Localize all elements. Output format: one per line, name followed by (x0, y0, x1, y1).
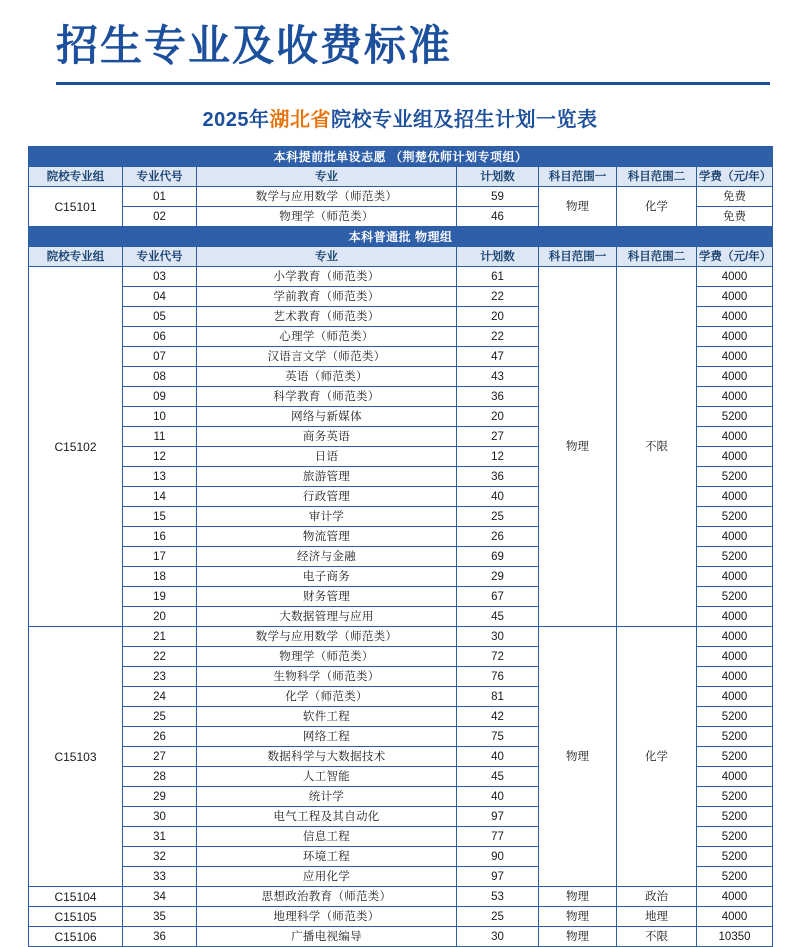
table-row (29, 187, 773, 207)
cell-subject-two: 化学 (617, 627, 697, 887)
cell-tuition-fee: 5200 (697, 747, 773, 767)
cell-plan-count: 97 (457, 867, 539, 887)
column-header-3: 计划数 (457, 167, 539, 187)
table-row (29, 267, 773, 287)
cell-plan-count: 36 (457, 467, 539, 487)
cell-major-code: 03 (123, 267, 197, 287)
cell-major-code: 06 (123, 327, 197, 347)
cell-plan-count: 45 (457, 767, 539, 787)
page-title: 招生专业及收费标准 (56, 22, 453, 69)
cell-major-name: 小学教育（师范类） (197, 267, 457, 287)
cell-plan-count: 69 (457, 547, 539, 567)
cell-tuition-fee: 5200 (697, 787, 773, 807)
cell-plan-count: 77 (457, 827, 539, 847)
cell-major-code: 05 (123, 307, 197, 327)
cell-major-code: 25 (123, 707, 197, 727)
cell-major-code: 04 (123, 287, 197, 307)
table-header-row (29, 247, 773, 267)
cell-group-code: C15103 (29, 627, 123, 887)
cell-major-code: 13 (123, 467, 197, 487)
cell-tuition-fee: 5200 (697, 467, 773, 487)
section-band-advance-label: 本科提前批单设志愿 （荆楚优师计划专项组） (29, 147, 773, 167)
column-header-4: 科目范围一 (539, 167, 617, 187)
cell-major-name: 应用化学 (197, 867, 457, 887)
cell-tuition-fee: 5200 (697, 407, 773, 427)
cell-major-code: 24 (123, 687, 197, 707)
cell-tuition-fee: 5200 (697, 507, 773, 527)
cell-group-code: C15101 (29, 187, 123, 227)
cell-major-name: 统计学 (197, 787, 457, 807)
cell-plan-count: 97 (457, 807, 539, 827)
cell-major-name: 财务管理 (197, 587, 457, 607)
cell-plan-count: 30 (457, 927, 539, 947)
cell-major-code: 23 (123, 667, 197, 687)
cell-major-name: 大数据管理与应用 (197, 607, 457, 627)
cell-tuition-fee: 4000 (697, 427, 773, 447)
cell-tuition-fee: 5200 (697, 707, 773, 727)
cell-major-name: 软件工程 (197, 707, 457, 727)
cell-tuition-fee: 5200 (697, 807, 773, 827)
cell-major-code: 01 (123, 187, 197, 207)
cell-plan-count: 43 (457, 367, 539, 387)
cell-plan-count: 29 (457, 567, 539, 587)
cell-tuition-fee: 4000 (697, 767, 773, 787)
cell-plan-count: 47 (457, 347, 539, 367)
cell-plan-count: 20 (457, 307, 539, 327)
cell-group-code: C15102 (29, 267, 123, 627)
cell-tuition-fee: 免费 (697, 187, 773, 207)
cell-subject-two: 地理 (617, 907, 697, 927)
cell-tuition-fee: 4000 (697, 627, 773, 647)
cell-major-code: 14 (123, 487, 197, 507)
column-header-4: 科目范围一 (539, 247, 617, 267)
cell-major-code: 22 (123, 647, 197, 667)
section-band-advance (29, 147, 773, 167)
cell-major-code: 20 (123, 607, 197, 627)
cell-plan-count: 40 (457, 487, 539, 507)
column-header-2: 专业 (197, 247, 457, 267)
cell-major-code: 10 (123, 407, 197, 427)
cell-major-name: 数据科学与大数据技术 (197, 747, 457, 767)
subtitle-suffix: 院校专业组及招生计划一览表 (331, 109, 598, 132)
cell-plan-count: 75 (457, 727, 539, 747)
cell-subject-one: 物理 (539, 627, 617, 887)
cell-subject-two: 政治 (617, 887, 697, 907)
cell-plan-count: 40 (457, 787, 539, 807)
cell-tuition-fee: 5200 (697, 867, 773, 887)
section-band-regular (29, 227, 773, 247)
cell-tuition-fee: 免费 (697, 207, 773, 227)
cell-tuition-fee: 4000 (697, 487, 773, 507)
cell-plan-count: 20 (457, 407, 539, 427)
cell-group-code: C15104 (29, 887, 123, 907)
cell-major-code: 21 (123, 627, 197, 647)
cell-major-name: 日语 (197, 447, 457, 467)
cell-major-name: 科学教育（师范类） (197, 387, 457, 407)
cell-plan-count: 81 (457, 687, 539, 707)
admission-plan-table (28, 146, 773, 947)
cell-major-name: 电气工程及其自动化 (197, 807, 457, 827)
cell-plan-count: 22 (457, 327, 539, 347)
cell-major-code: 07 (123, 347, 197, 367)
cell-major-name: 人工智能 (197, 767, 457, 787)
cell-tuition-fee: 4000 (697, 667, 773, 687)
table-header-row (29, 167, 773, 187)
cell-subject-two: 化学 (617, 187, 697, 227)
cell-group-code: C15106 (29, 927, 123, 947)
cell-major-name: 心理学（师范类） (197, 327, 457, 347)
cell-major-name: 物理学（师范类） (197, 207, 457, 227)
cell-major-code: 18 (123, 567, 197, 587)
cell-major-name: 广播电视编导 (197, 927, 457, 947)
cell-major-code: 32 (123, 847, 197, 867)
cell-major-code: 28 (123, 767, 197, 787)
cell-subject-two: 不限 (617, 927, 697, 947)
cell-major-name: 电子商务 (197, 567, 457, 587)
cell-tuition-fee: 4000 (697, 347, 773, 367)
cell-major-name: 信息工程 (197, 827, 457, 847)
cell-tuition-fee: 4000 (697, 327, 773, 347)
cell-plan-count: 42 (457, 707, 539, 727)
cell-major-code: 16 (123, 527, 197, 547)
cell-tuition-fee: 4000 (697, 567, 773, 587)
cell-subject-one: 物理 (539, 907, 617, 927)
column-header-5: 科目范围二 (617, 247, 697, 267)
cell-subject-one: 物理 (539, 887, 617, 907)
column-header-1: 专业代号 (123, 247, 197, 267)
cell-major-code: 19 (123, 587, 197, 607)
cell-major-code: 31 (123, 827, 197, 847)
cell-plan-count: 90 (457, 847, 539, 867)
cell-plan-count: 26 (457, 527, 539, 547)
cell-major-name: 网络工程 (197, 727, 457, 747)
cell-tuition-fee: 4000 (697, 267, 773, 287)
cell-major-name: 地理科学（师范类） (197, 907, 457, 927)
cell-plan-count: 67 (457, 587, 539, 607)
cell-major-code: 35 (123, 907, 197, 927)
cell-subject-one: 物理 (539, 267, 617, 627)
cell-major-name: 数学与应用数学（师范类） (197, 187, 457, 207)
cell-major-code: 02 (123, 207, 197, 227)
cell-major-name: 旅游管理 (197, 467, 457, 487)
cell-major-code: 26 (123, 727, 197, 747)
cell-tuition-fee: 5200 (697, 847, 773, 867)
cell-major-name: 艺术教育（师范类） (197, 307, 457, 327)
cell-tuition-fee: 4000 (697, 607, 773, 627)
cell-tuition-fee: 5200 (697, 587, 773, 607)
cell-major-code: 29 (123, 787, 197, 807)
cell-tuition-fee: 4000 (697, 287, 773, 307)
column-header-6: 学费（元/年） (697, 247, 773, 267)
column-header-3: 计划数 (457, 247, 539, 267)
table-row (29, 927, 773, 947)
cell-major-code: 09 (123, 387, 197, 407)
column-header-2: 专业 (197, 167, 457, 187)
column-header-6: 学费（元/年） (697, 167, 773, 187)
cell-tuition-fee: 5200 (697, 827, 773, 847)
cell-plan-count: 53 (457, 887, 539, 907)
cell-plan-count: 59 (457, 187, 539, 207)
cell-tuition-fee: 4000 (697, 307, 773, 327)
cell-major-code: 34 (123, 887, 197, 907)
cell-major-name: 汉语言文学（师范类） (197, 347, 457, 367)
cell-major-name: 商务英语 (197, 427, 457, 447)
cell-plan-count: 12 (457, 447, 539, 467)
cell-major-name: 经济与金融 (197, 547, 457, 567)
cell-major-code: 08 (123, 367, 197, 387)
cell-tuition-fee: 5200 (697, 727, 773, 747)
table-row (29, 887, 773, 907)
cell-major-name: 网络与新媒体 (197, 407, 457, 427)
cell-major-name: 思想政治教育（师范类） (197, 887, 457, 907)
subtitle-highlight: 湖北省 (269, 109, 331, 132)
cell-tuition-fee: 4000 (697, 887, 773, 907)
column-header-0: 院校专业组 (29, 167, 123, 187)
cell-plan-count: 40 (457, 747, 539, 767)
cell-major-name: 英语（师范类） (197, 367, 457, 387)
column-header-0: 院校专业组 (29, 247, 123, 267)
section-band-regular-label: 本科普通批 物理组 (29, 227, 773, 247)
cell-major-name: 物理学（师范类） (197, 647, 457, 667)
cell-plan-count: 25 (457, 507, 539, 527)
subtitle (28, 85, 772, 146)
cell-major-code: 17 (123, 547, 197, 567)
cell-plan-count: 72 (457, 647, 539, 667)
cell-major-code: 36 (123, 927, 197, 947)
cell-tuition-fee: 4000 (697, 687, 773, 707)
cell-plan-count: 27 (457, 427, 539, 447)
cell-plan-count: 25 (457, 907, 539, 927)
cell-tuition-fee: 4000 (697, 907, 773, 927)
column-header-1: 专业代号 (123, 167, 197, 187)
cell-major-name: 数学与应用数学（师范类） (197, 627, 457, 647)
cell-subject-one: 物理 (539, 927, 617, 947)
cell-subject-two: 不限 (617, 267, 697, 627)
cell-tuition-fee: 4000 (697, 367, 773, 387)
cell-tuition-fee: 10350 (697, 927, 773, 947)
cell-plan-count: 61 (457, 267, 539, 287)
cell-tuition-fee: 4000 (697, 527, 773, 547)
cell-plan-count: 22 (457, 287, 539, 307)
cell-major-name: 化学（师范类） (197, 687, 457, 707)
column-header-5: 科目范围二 (617, 167, 697, 187)
cell-major-name: 环境工程 (197, 847, 457, 867)
subtitle-prefix: 2025年 (202, 109, 270, 132)
cell-tuition-fee: 4000 (697, 647, 773, 667)
cell-major-code: 33 (123, 867, 197, 887)
cell-plan-count: 45 (457, 607, 539, 627)
cell-major-name: 学前教育（师范类） (197, 287, 457, 307)
cell-tuition-fee: 4000 (697, 447, 773, 467)
cell-major-name: 生物科学（师范类） (197, 667, 457, 687)
cell-tuition-fee: 4000 (697, 387, 773, 407)
cell-major-code: 11 (123, 427, 197, 447)
cell-major-code: 30 (123, 807, 197, 827)
cell-major-name: 行政管理 (197, 487, 457, 507)
cell-plan-count: 46 (457, 207, 539, 227)
cell-plan-count: 76 (457, 667, 539, 687)
cell-major-name: 物流管理 (197, 527, 457, 547)
cell-major-name: 审计学 (197, 507, 457, 527)
cell-subject-one: 物理 (539, 187, 617, 227)
cell-plan-count: 36 (457, 387, 539, 407)
table-row (29, 907, 773, 927)
cell-tuition-fee: 5200 (697, 547, 773, 567)
table-row (29, 627, 773, 647)
cell-major-code: 27 (123, 747, 197, 767)
cell-plan-count: 30 (457, 627, 539, 647)
cell-group-code: C15105 (29, 907, 123, 927)
cell-major-code: 12 (123, 447, 197, 467)
cell-major-code: 15 (123, 507, 197, 527)
